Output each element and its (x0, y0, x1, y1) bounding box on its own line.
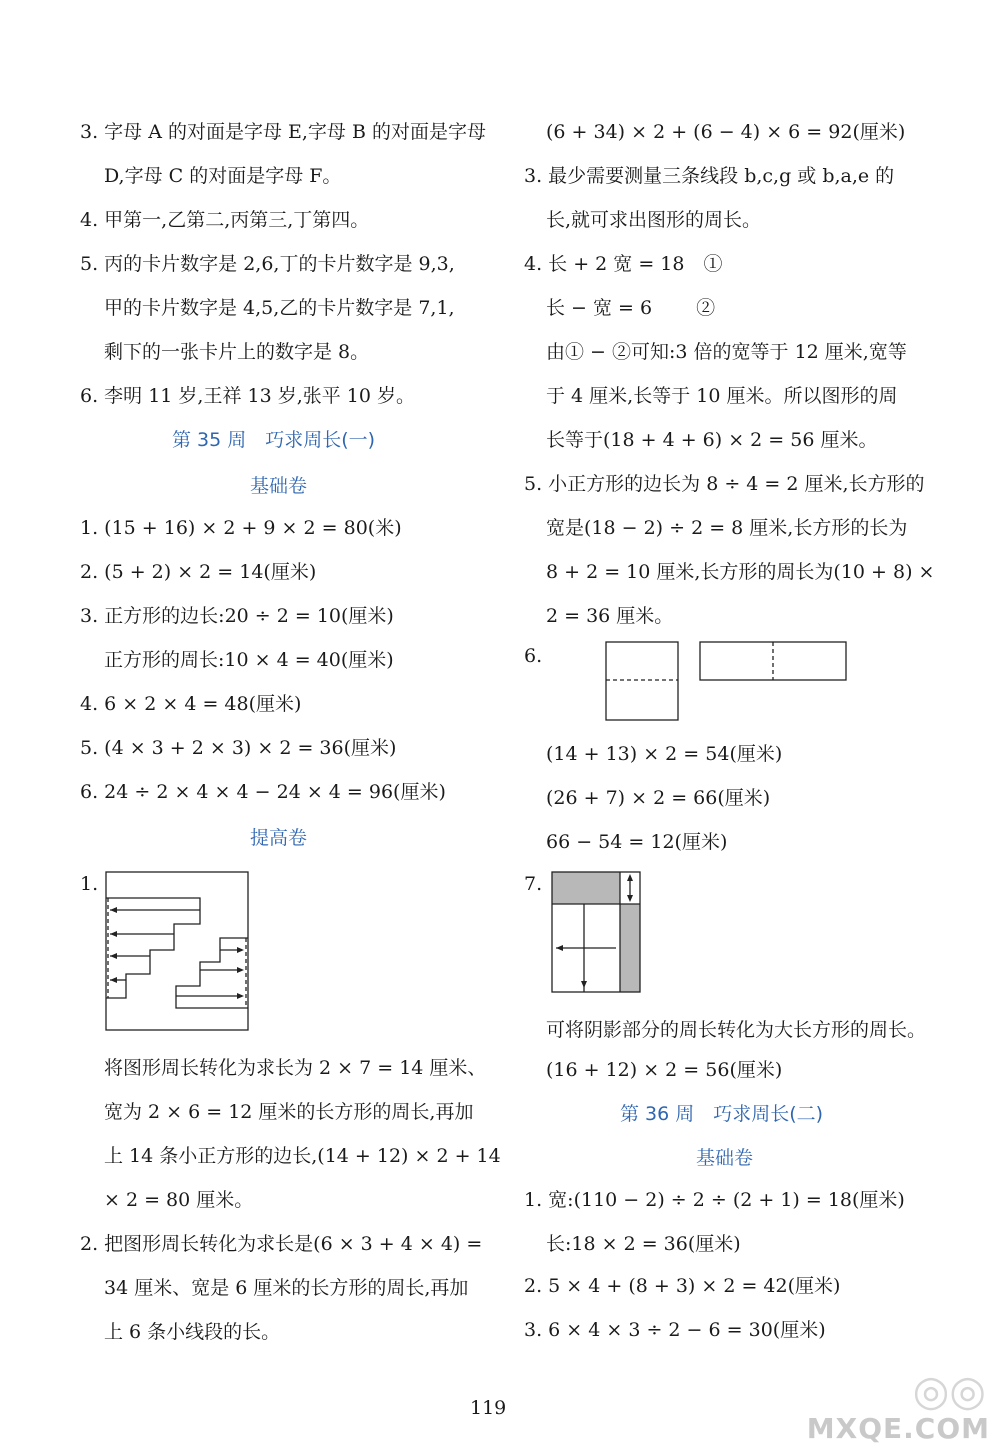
answer-line: 于 4 厘米,长等于 10 厘米。所以图形的周 (546, 385, 898, 407)
answer-line: 可将阴影部分的周长转化为大长方形的周长。 (546, 1019, 927, 1041)
subsection-basic: 基础卷 (250, 475, 308, 497)
answer-line: 66 − 54 = 12(厘米) (546, 831, 728, 853)
answer-line: 宽为 2 × 6 = 12 厘米的长方形的周长,再加 (104, 1101, 474, 1123)
answer-line: (6 + 34) × 2 + (6 − 4) × 6 = 92(厘米) (546, 121, 906, 143)
subsection-basic-2: 基础卷 (696, 1147, 754, 1169)
answer-line: (26 + 7) × 2 = 66(厘米) (546, 787, 771, 809)
answer-line: 1. 宽:(110 − 2) ÷ 2 ÷ (2 + 1) = 18(厘米) (524, 1189, 905, 1211)
subsection-advanced: 提高卷 (250, 827, 308, 849)
answer-line: 8 + 2 = 10 厘米,长方形的周长为(10 + 8) × (546, 561, 935, 583)
answer-line: 4. 甲第一,乙第二,丙第三,丁第四。 (80, 209, 370, 231)
answer-line: 2 = 36 厘米。 (546, 605, 674, 627)
answer-line: 剩下的一张卡片上的数字是 8。 (104, 341, 370, 363)
cut-rectangles-figure (604, 640, 850, 722)
answer-line: 1. (15 + 16) × 2 + 9 × 2 = 80(米) (80, 517, 402, 539)
answer-line: 甲的卡片数字是 4,5,乙的卡片数字是 7,1, (104, 297, 455, 319)
answer-line: 5. 丙的卡片数字是 2,6,丁的卡片数字是 9,3, (80, 253, 455, 275)
answer-line: D,字母 C 的对面是字母 F。 (104, 165, 342, 187)
answer-line: 将图形周长转化为求长为 2 × 7 = 14 厘米、 (104, 1057, 487, 1079)
answer-line: 上 6 条小线段的长。 (104, 1321, 281, 1343)
answer-number: 1. (80, 873, 99, 895)
answer-number: 7. (524, 873, 543, 895)
answer-line: 6. 李明 11 岁,王祥 13 岁,张平 10 岁。 (80, 385, 416, 407)
answer-line: 4. 6 × 2 × 4 = 48(厘米) (80, 693, 302, 715)
answer-line: 2. 把图形周长转化为求长是(6 × 3 + 4 × 4) = (80, 1233, 483, 1255)
watermark-icon: ◎◎ (912, 1366, 986, 1415)
answer-line: 由① − ②可知:3 倍的宽等于 12 厘米,宽等 (546, 341, 907, 363)
answer-line: (16 + 12) × 2 = 56(厘米) (546, 1059, 783, 1081)
answer-line: 2. 5 × 4 + (8 + 3) × 2 = 42(厘米) (524, 1275, 841, 1297)
answer-line: 3. 字母 A 的对面是字母 E,字母 B 的对面是字母 (80, 121, 486, 143)
section-heading-week35: 第 35 周 巧求周长(一) (172, 429, 376, 451)
answer-line: 长 − 宽 = 6 ② (546, 297, 716, 319)
page-number: 119 (470, 1397, 507, 1419)
shaded-rectangle-figure (550, 870, 644, 996)
answer-line: 上 14 条小正方形的边长,(14 + 12) × 2 + 14 (104, 1145, 501, 1167)
watermark-logo (806, 1362, 1000, 1451)
answer-line: 6. 24 ÷ 2 × 4 × 4 − 24 × 4 = 96(厘米) (80, 781, 446, 803)
answer-line: 3. 正方形的边长:20 ÷ 2 = 10(厘米) (80, 605, 394, 627)
answer-line: 宽是(18 − 2) ÷ 2 = 8 厘米,长方形的长为 (546, 517, 908, 539)
answer-line: 长等于(18 + 4 + 6) × 2 = 56 厘米。 (546, 429, 878, 451)
answer-number: 6. (524, 645, 543, 667)
section-heading-week36: 第 36 周 巧求周长(二) (620, 1103, 824, 1125)
answer-line: 3. 6 × 4 × 3 ÷ 2 − 6 = 30(厘米) (524, 1319, 826, 1341)
answer-line: 长:18 × 2 = 36(厘米) (546, 1233, 741, 1255)
answer-line: 正方形的周长:10 × 4 = 40(厘米) (104, 649, 394, 671)
answer-line: 2. (5 + 2) × 2 = 14(厘米) (80, 561, 317, 583)
watermark-text: MXQE.COM (806, 1412, 990, 1445)
answer-line: 5. 小正方形的边长为 8 ÷ 4 = 2 厘米,长方形的 (524, 473, 925, 495)
answer-line: 长,就可求出图形的周长。 (546, 209, 762, 231)
staircase-figure (104, 870, 254, 1034)
answer-line: 3. 最少需要测量三条线段 b,c,g 或 b,a,e 的 (524, 165, 895, 187)
answer-line: 4. 长 + 2 宽 = 18 ① (524, 253, 723, 275)
answer-line: 34 厘米、宽是 6 厘米的长方形的周长,再加 (104, 1277, 469, 1299)
answer-line: (14 + 13) × 2 = 54(厘米) (546, 743, 783, 765)
answer-line: 5. (4 × 3 + 2 × 3) × 2 = 36(厘米) (80, 737, 397, 759)
answer-line: × 2 = 80 厘米。 (104, 1189, 254, 1211)
